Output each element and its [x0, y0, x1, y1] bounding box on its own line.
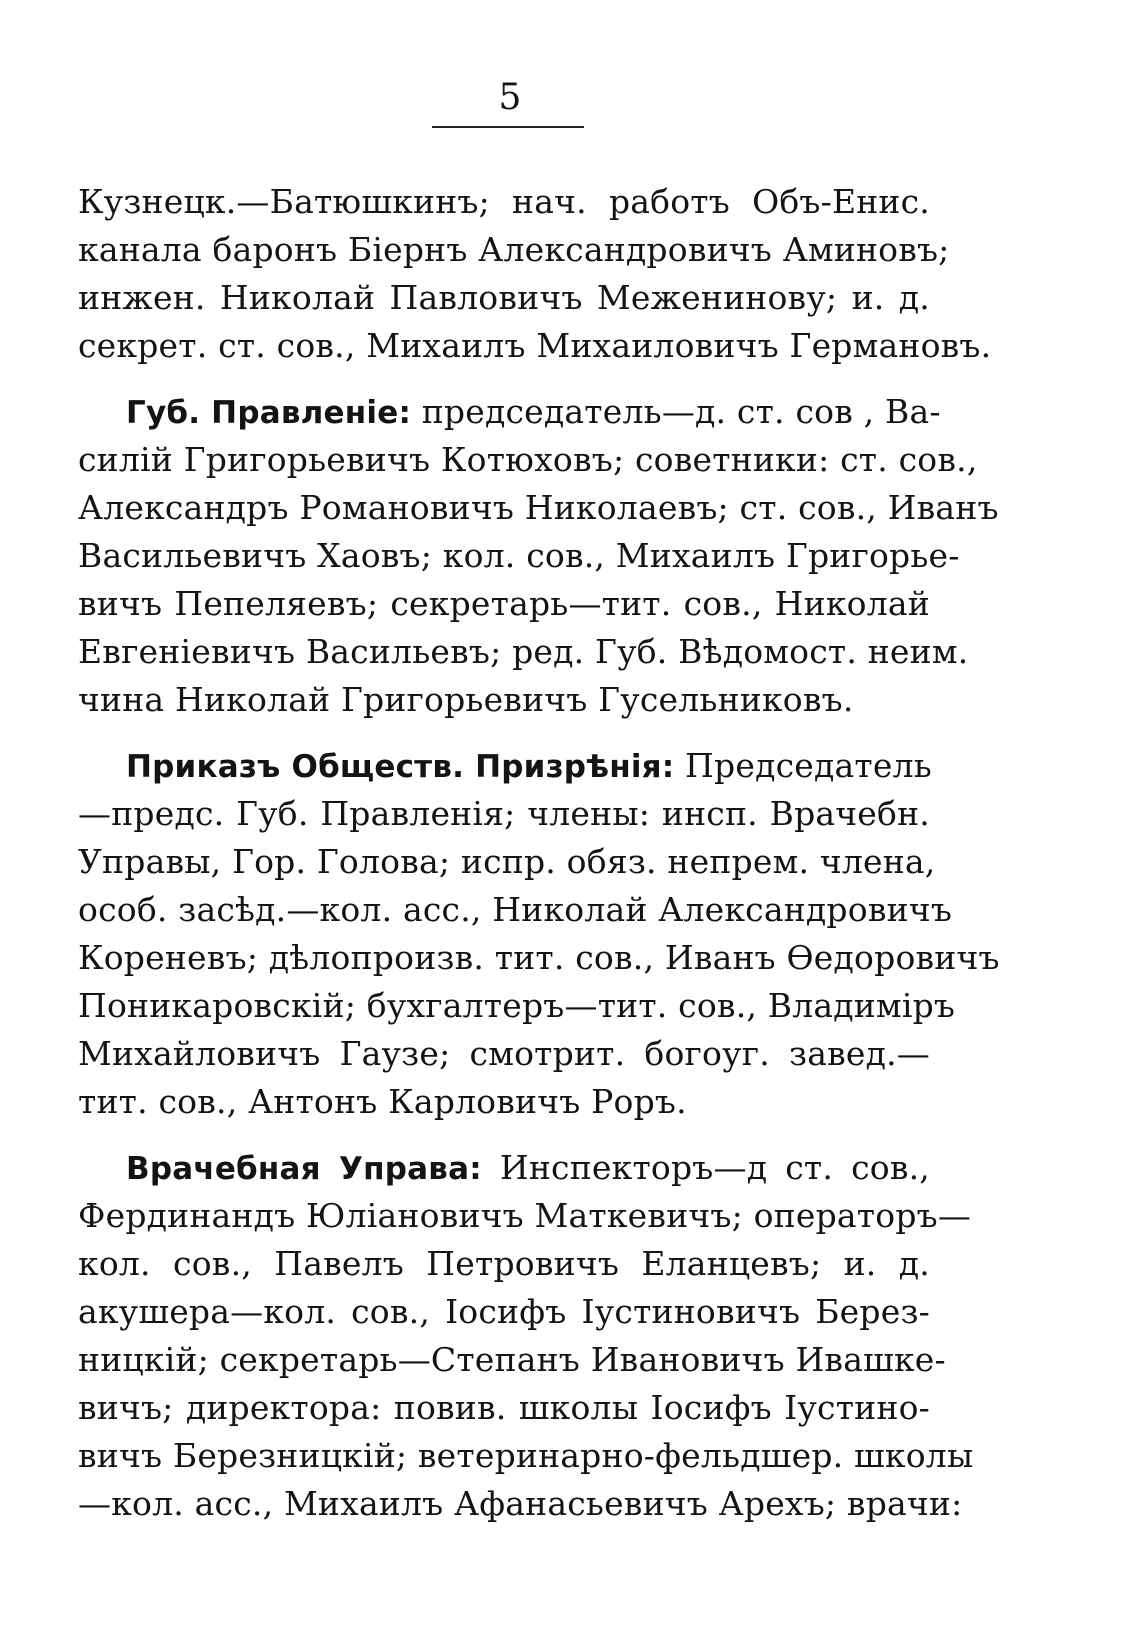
section-heading: Приказъ Обществ. Призрѣнія:: [126, 749, 675, 785]
page-number: 5: [498, 77, 522, 118]
text-line: Поникаровскій; бухгалтеръ—тит. сов., Владиміръ: [78, 986, 956, 1025]
text-line: инжен. Николай Павловичъ Меженинову; и. д.: [78, 278, 930, 317]
text-line: вичъ Пепеляевъ; секретарь—тит. сов., Николай: [78, 584, 930, 623]
body-text: [78, 178, 1000, 1528]
text-line: Кореневъ; дѣлопроизв. тит. сов., Иванъ Ѳедоровичъ: [78, 938, 1000, 977]
text-line: —кол. асс., Михаилъ Афанасьевичъ Арехъ; врачи:: [78, 1484, 963, 1523]
text-line: Михайловичъ Гаузе; смотрит. богоуг. завед.—: [78, 1034, 930, 1073]
text-line: кол. сов., Павелъ Петровичъ Еланцевъ; и. д.: [78, 1244, 930, 1283]
header-rule: [432, 126, 584, 128]
section-heading: Губ. Правленіе:: [126, 395, 412, 431]
text-line: секрет. ст. сов., Михаилъ Михаиловичъ Германовъ.: [78, 326, 992, 365]
text-line: особ. засѣд.—кол. асс., Николай Александровичъ: [78, 890, 953, 929]
text-line: Фердинандъ Юліановичъ Маткевичъ; операторъ—: [78, 1196, 972, 1235]
text-line: чина Николай Григорьевичъ Гусельниковъ.: [78, 680, 854, 719]
paragraph-kuznetsk: [78, 178, 992, 370]
text-line: тит. сов., Антонъ Карловичъ Роръ.: [78, 1082, 687, 1121]
text-line: Александръ Романовичъ Николаевъ; ст. сов., Иванъ: [78, 488, 999, 527]
text-line: Управы, Гор. Голова; испр. обяз. непрем. члена,: [78, 842, 936, 881]
text-line: Губ. Правленіе: председатель—д. ст. сов , Ва-: [126, 392, 941, 431]
text-line: канала баронъ Біернъ Александровичъ Аминовъ;: [78, 230, 950, 269]
text-line: ницкій; секретарь—Степанъ Ивановичъ Ивашке-: [78, 1340, 946, 1379]
text-line: Кузнецк.—Батюшкинъ; нач. работъ Объ-Енис.: [78, 182, 930, 221]
text-line: вичъ Березницкій; ветеринарно-фельдшер. школы: [78, 1436, 974, 1475]
text-line: Врачебная Управа: Инспекторъ—д ст. сов.,: [126, 1148, 930, 1187]
section-heading: Врачебная Управа:: [126, 1151, 482, 1187]
text-line: Васильевичъ Хаовъ; кол. сов., Михаилъ Григорье-: [78, 536, 960, 575]
text-line: Приказъ Обществ. Призрѣнія: Председатель: [126, 746, 932, 785]
text-line: силій Григорьевичъ Котюховъ; советники: ст. сов.,: [78, 440, 978, 479]
paragraph-gub-pravlenie: [78, 388, 999, 724]
text-line: вичъ; директора: повив. школы Іосифъ Іустино-: [78, 1388, 930, 1427]
paragraph-vrachebnaya-uprava: [78, 1144, 974, 1528]
text-line: акушера—кол. сов., Іосифъ Іустиновичъ Берез-: [78, 1292, 930, 1331]
text-line: —предс. Губ. Правленія; члены: инсп. Врачебн.: [78, 794, 930, 833]
paragraph-prikaz: [78, 742, 1000, 1126]
text-line: Евгеніевичъ Васильевъ; ред. Губ. Вѣдомост. неим.: [78, 632, 969, 671]
